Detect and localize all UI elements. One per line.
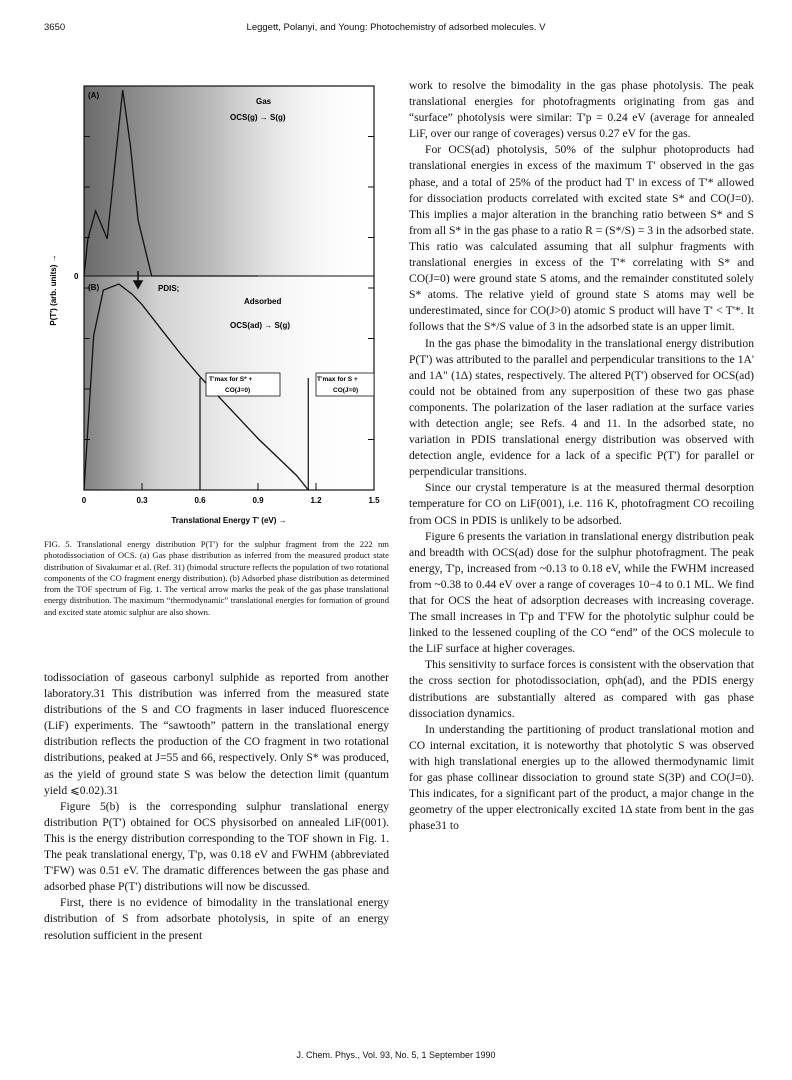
paragraph: This sensitivity to surface forces is consistent with the observation that the cross section for photodissociation, σph(ad), and the PDIS energy distributions are substantially altered as compared with gas phase dissociation dynamics.: [409, 658, 754, 720]
figure-caption: FIG. 5. Translational energy distribution P(T') for the sulphur fragment from the 222 nm photodissociation of OCS. (a) Gas phase distribution as inferred from the measured product state distribution of Sivakumar et al. (Ref. 31) (bimodal structure reflects the population of two rotational components of the CO fragment energy distribution). (b) Adsorbed phase distribution as determined from the TOF spectrum of Fig. 1. The vertical arrow marks the peak of the gas phase translational energy distribution. The maximum “thermodynamic” translational energies for formation of ground and excited state atomic sulphur are also shown.: [44, 539, 389, 617]
right-column-text: [409, 78, 754, 834]
x-tick-label: 1.5: [368, 496, 380, 505]
x-axis-label: Translational Energy T' (eV) →: [171, 516, 287, 525]
tmax-s-label: T'max for S +: [317, 376, 358, 383]
gas-title: Gas: [256, 97, 272, 106]
ads-title: Adsorbed: [244, 297, 282, 306]
x-tick-label: 0: [81, 496, 87, 505]
panel-b-label: (B): [88, 283, 100, 292]
paragraph: Figure 6 presents the variation in translational energy distribution peak and breadth with OCS(ad) dose for the sulphur photofragment. The peak energy, T'p, increased from ~0.13 to 0.18 eV, while the FWHM increased from ~0.38 to 0.44 eV over a range of coverages 10−4 to 0.1 ML. We find that for OCS the heat of adsorption decreases with increasing coverage. The small increases in T'p and T'FW for the photolytic sulphur could be linked to the lessened coupling of the CO “end” of the OCS molecule to the LiF surface at higher coverages.: [409, 529, 754, 656]
x-tick-label: 0.9: [252, 496, 264, 505]
x-tick-label: 1.2: [310, 496, 322, 505]
page-number: 3650: [44, 22, 66, 33]
paragraph: In understanding the partitioning of product translational motion and CO internal excitation, it is noteworthy that photolytic S was observed with high translational energies up to the allowed thermodynamic limit for gas phase collinear dissociation to ground state S(3P) and CO(J=0). This indicates, for a significant part of the product, a major change in the geometry of the upper electronically excited 1Δ state from bent in the gas phase31 to: [409, 722, 754, 833]
zero-label: 0: [74, 272, 79, 281]
panel-a-label: (A): [88, 91, 100, 100]
journal-footer: J. Chem. Phys., Vol. 93, No. 5, 1 September 1990: [296, 1050, 496, 1060]
x-tick-labels: [82, 496, 380, 505]
gas-panel-shading: [84, 86, 374, 276]
paragraph: First, there is no evidence of bimodality in the translational energy distribution of S from adsorbate photolysis, in spite of an energy resolution sufficient in the present: [44, 896, 389, 942]
x-tick-label: 0.3: [136, 496, 148, 505]
paragraph: Figure 5(b) is the corresponding sulphur translational energy distribution P(T') obtained for OCS physisorbed on annealed LiF(001). This is the energy distribution corresponding to the TOF shown in Fig. 1. The peak translational energy, T'p, was 0.18 eV and FWHM (abbreviated T'FW) was 0.51 eV. The dramatic differences between the gas phase and adsorbed phase P(T') distributions will now be discussed.: [44, 799, 389, 894]
tmax-s-co: CO(J=0): [333, 387, 359, 394]
y-axis-label: P(T') (arb. units) →: [49, 254, 58, 326]
x-tick-label: 0.6: [194, 496, 206, 505]
ads-reaction: OCS(ad) → S(g): [230, 321, 290, 330]
left-column-text: [44, 670, 389, 944]
running-title: Leggett, Polanyi, and Young: Photochemistry of adsorbed molecules. V: [246, 22, 546, 33]
figure-5: [44, 78, 389, 533]
paragraph: todissociation of gaseous carbonyl sulphide as reported from another laboratory.31 This distribution was inferred from the measured state distributions of the S and CO fragments in laser induced fluorescence (LiF) experiments. The “sawtooth” pattern in the translational energy distribution reflects the production of the CO fragment in two rotational distributions, peaked at J=55 and 66, respectively. Only S* was produced, as the yield of ground state S was below the detection limit (quantum yield ⩽0.02).31: [44, 671, 389, 797]
tmax-s-star-co: CO(J=0): [225, 387, 251, 394]
pdis-label: PDIS;: [158, 284, 180, 293]
paragraph: For OCS(ad) photolysis, 50% of the sulphur photoproducts had translational energies in excess of the maximum T' observed in the gas phase, and a total of 25% of the product had T' in excess of T'* allowed for dissociation products correlated with excited state S* and CO(J=0). This implies a major alteration in the branching ratio between S* and S from all S* in the gas phase to a ratio R = (S*/S) = 3 in the adsorbed state. This ratio was calculated assuming that all sulphur fragments with translational energies in excess of the T'* correlating with S* and CO(J=0) were ground state S atoms, and the remainder constituted solely S* atoms. The relative yield of ground state S atoms may well be underestimated, since for CO(J>0) atomic S product will have T' < T'*. It follows that the S*/S value of 3 in the adsorbed state is an upper limit.: [409, 143, 754, 334]
paragraph: In the gas phase the bimodality in the translational energy distribution P(T') was attributed to the parallel and perpendicular transitions to the 1A' and 1A" (1Δ) states, respectively. The altered P(T') observed for OCS(ad) could not be obtained from any superposition of these two gas phase components. The polarization of the laser radiation at the surface varies with detection angle; see Refs. 4 and 11. In the adsorbed state, no variation in PDIS translational energy distribution was observed with detection angle, evidence for a lack of a specific P(T') for parallel or perpendicular transitions.: [409, 336, 754, 479]
tmax-s-star-label: T'max for S* +: [209, 376, 253, 383]
paragraph: Since our crystal temperature is at the measured thermal desorption temperature for CO on LiF(001), i.e. 116 K, photofragment CO recoiling from OCS in PDIS is unlikely to be adsorbed.: [409, 481, 754, 527]
gas-reaction: OCS(g) → S(g): [230, 113, 286, 122]
paragraph: work to resolve the bimodality in the gas phase photolysis. The peak translational energies for photofragments originating from gas and “surface” photolysis were similar: T'p = 0.24 eV (average for annealed LiF, over our range of coverages) versus 0.27 eV for the gas.: [409, 79, 754, 141]
